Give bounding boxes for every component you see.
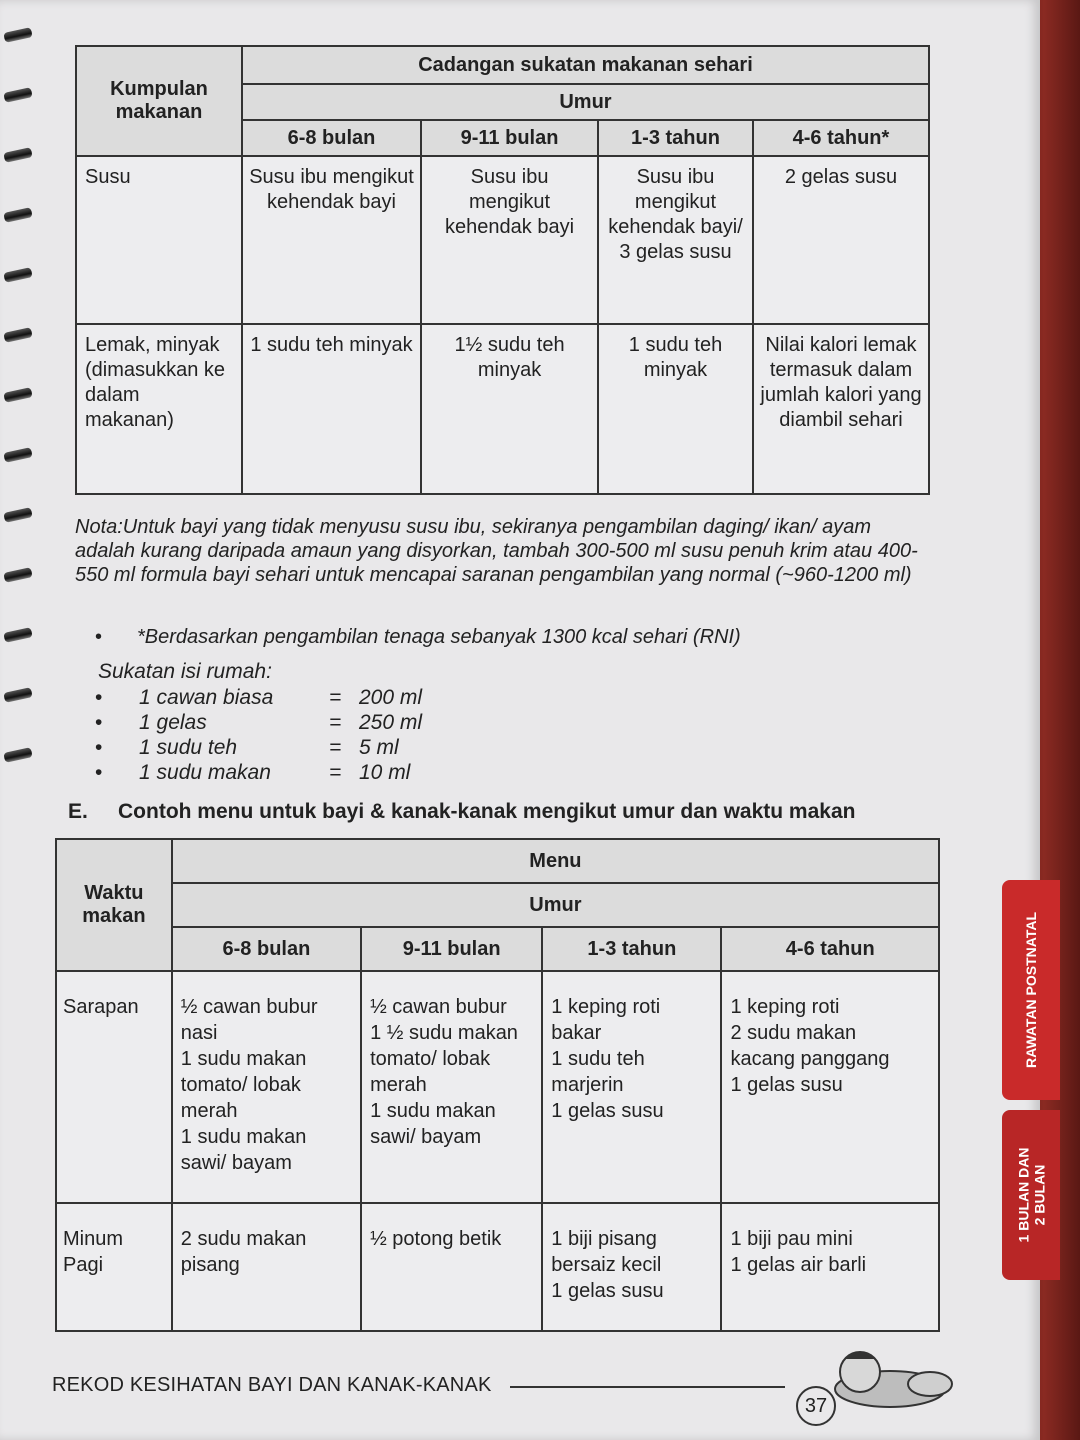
footer-rule bbox=[510, 1386, 785, 1388]
row-label: Lemak, minyak (dimasukkan ke dalam makanan) bbox=[76, 324, 242, 494]
formula-note: Nota:Untuk bayi yang tidak menyusu susu ibu, sekiranya pengambilan daging/ ikan/ ayam adalah kurang daripada amaun yang disyorkan, tambah 300-500 ml susu penuh krim atau 400-550 ml formula bayi sehari untuk mencapai saranan pengambilan yang normal (~960-1200 ml) bbox=[75, 516, 918, 586]
row-label: Sarapan bbox=[56, 971, 172, 1203]
footer-title: REKOD KESIHATAN BAYI DAN KANAK-KANAK bbox=[52, 1374, 492, 1396]
table2-age-header: Umur bbox=[172, 883, 939, 927]
table-cell: Susu ibu mengikut kehendak bayi bbox=[242, 156, 421, 324]
meal-time-header: Waktu makan bbox=[56, 839, 172, 971]
section-tab-postnatal[interactable] bbox=[1002, 880, 1060, 1100]
table-row bbox=[56, 1203, 939, 1331]
table-cell: Nilai kalori lemak termasuk dalam jumlah kalori yang diambil sehari bbox=[753, 324, 929, 494]
sample-menu-table bbox=[55, 838, 940, 1332]
table2-age-col: 9-11 bulan bbox=[361, 927, 542, 971]
table1-age-header: Umur bbox=[242, 84, 929, 120]
table2-age-col: 1-3 tahun bbox=[542, 927, 721, 971]
tab-label: RAWATAN POSTNATAL bbox=[1023, 911, 1039, 1069]
table-cell: ½ cawan bubur 1 ½ sudu makan tomato/ lobak merah 1 sudu makan sawi/ bayam bbox=[361, 971, 542, 1203]
table1-title: Cadangan sukatan makanan sehari bbox=[242, 46, 929, 84]
table-cell: ½ potong betik bbox=[361, 1203, 542, 1331]
spiral-binding bbox=[0, 20, 40, 820]
crawling-baby-icon bbox=[820, 1344, 970, 1414]
table-cell: 1 biji pisang bersaiz kecil 1 gelas susu bbox=[542, 1203, 721, 1331]
section-heading: E. Contoh menu untuk bayi & kanak-kanak mengikut umur dan waktu makan bbox=[68, 800, 856, 823]
table1-age-col: 9-11 bulan bbox=[421, 120, 598, 156]
table-cell: ½ cawan bubur nasi 1 sudu makan tomato/ lobak merah 1 sudu makan sawi/ bayam bbox=[172, 971, 361, 1203]
table-cell: Susu ibu mengikut kehendak bayi/ 3 gelas susu bbox=[598, 156, 753, 324]
rni-note-text: *Berdasarkan pengambilan tenaga sebanyak 1300 kcal sehari (RNI) bbox=[137, 626, 741, 648]
table-cell: 1 keping roti bakar 1 sudu teh marjerin 1 gelas susu bbox=[542, 971, 721, 1203]
row-label: Susu bbox=[76, 156, 242, 324]
measure-item: • 1 cawan biasa = 200 ml bbox=[95, 686, 423, 709]
daily-food-portion-table bbox=[75, 45, 930, 495]
table2-title: Menu bbox=[172, 839, 939, 883]
section-tab-month[interactable] bbox=[1002, 1110, 1060, 1280]
row-label: Minum Pagi bbox=[56, 1203, 172, 1331]
table-row bbox=[76, 324, 929, 494]
measure-item: • 1 sudu teh = 5 ml bbox=[95, 736, 399, 759]
table-cell: 1 keping roti 2 sudu makan kacang panggang 1 gelas susu bbox=[721, 971, 939, 1203]
table-cell: 2 gelas susu bbox=[753, 156, 929, 324]
table2-age-col: 4-6 tahun bbox=[721, 927, 939, 971]
table-cell: 1½ sudu teh minyak bbox=[421, 324, 598, 494]
measure-item: • 1 gelas = 250 ml bbox=[95, 711, 423, 734]
page-number: 37 bbox=[796, 1386, 836, 1426]
table1-age-col: 6-8 bulan bbox=[242, 120, 421, 156]
table-cell: 1 biji pau mini 1 gelas air barli bbox=[721, 1203, 939, 1331]
table1-age-col: 1-3 tahun bbox=[598, 120, 753, 156]
measure-item: • 1 sudu makan = 10 ml bbox=[95, 761, 411, 784]
table2-age-col: 6-8 bulan bbox=[172, 927, 361, 971]
table-cell: 1 sudu teh minyak bbox=[242, 324, 421, 494]
table-cell: Susu ibu mengikut kehendak bayi bbox=[421, 156, 598, 324]
household-measures-title: Sukatan isi rumah: bbox=[98, 660, 272, 683]
table-row bbox=[76, 156, 929, 324]
table-cell: 2 sudu makan pisang bbox=[172, 1203, 361, 1331]
table1-age-col: 4-6 tahun* bbox=[753, 120, 929, 156]
table-row bbox=[56, 971, 939, 1203]
food-group-header: Kumpulan makanan bbox=[76, 46, 242, 156]
rni-note: • *Berdasarkan pengambilan tenaga sebanyak 1300 kcal sehari (RNI) bbox=[95, 626, 741, 648]
table-cell: 1 sudu teh minyak bbox=[598, 324, 753, 494]
tab-label: 1 BULAN DAN 2 BULAN bbox=[1015, 1147, 1048, 1243]
